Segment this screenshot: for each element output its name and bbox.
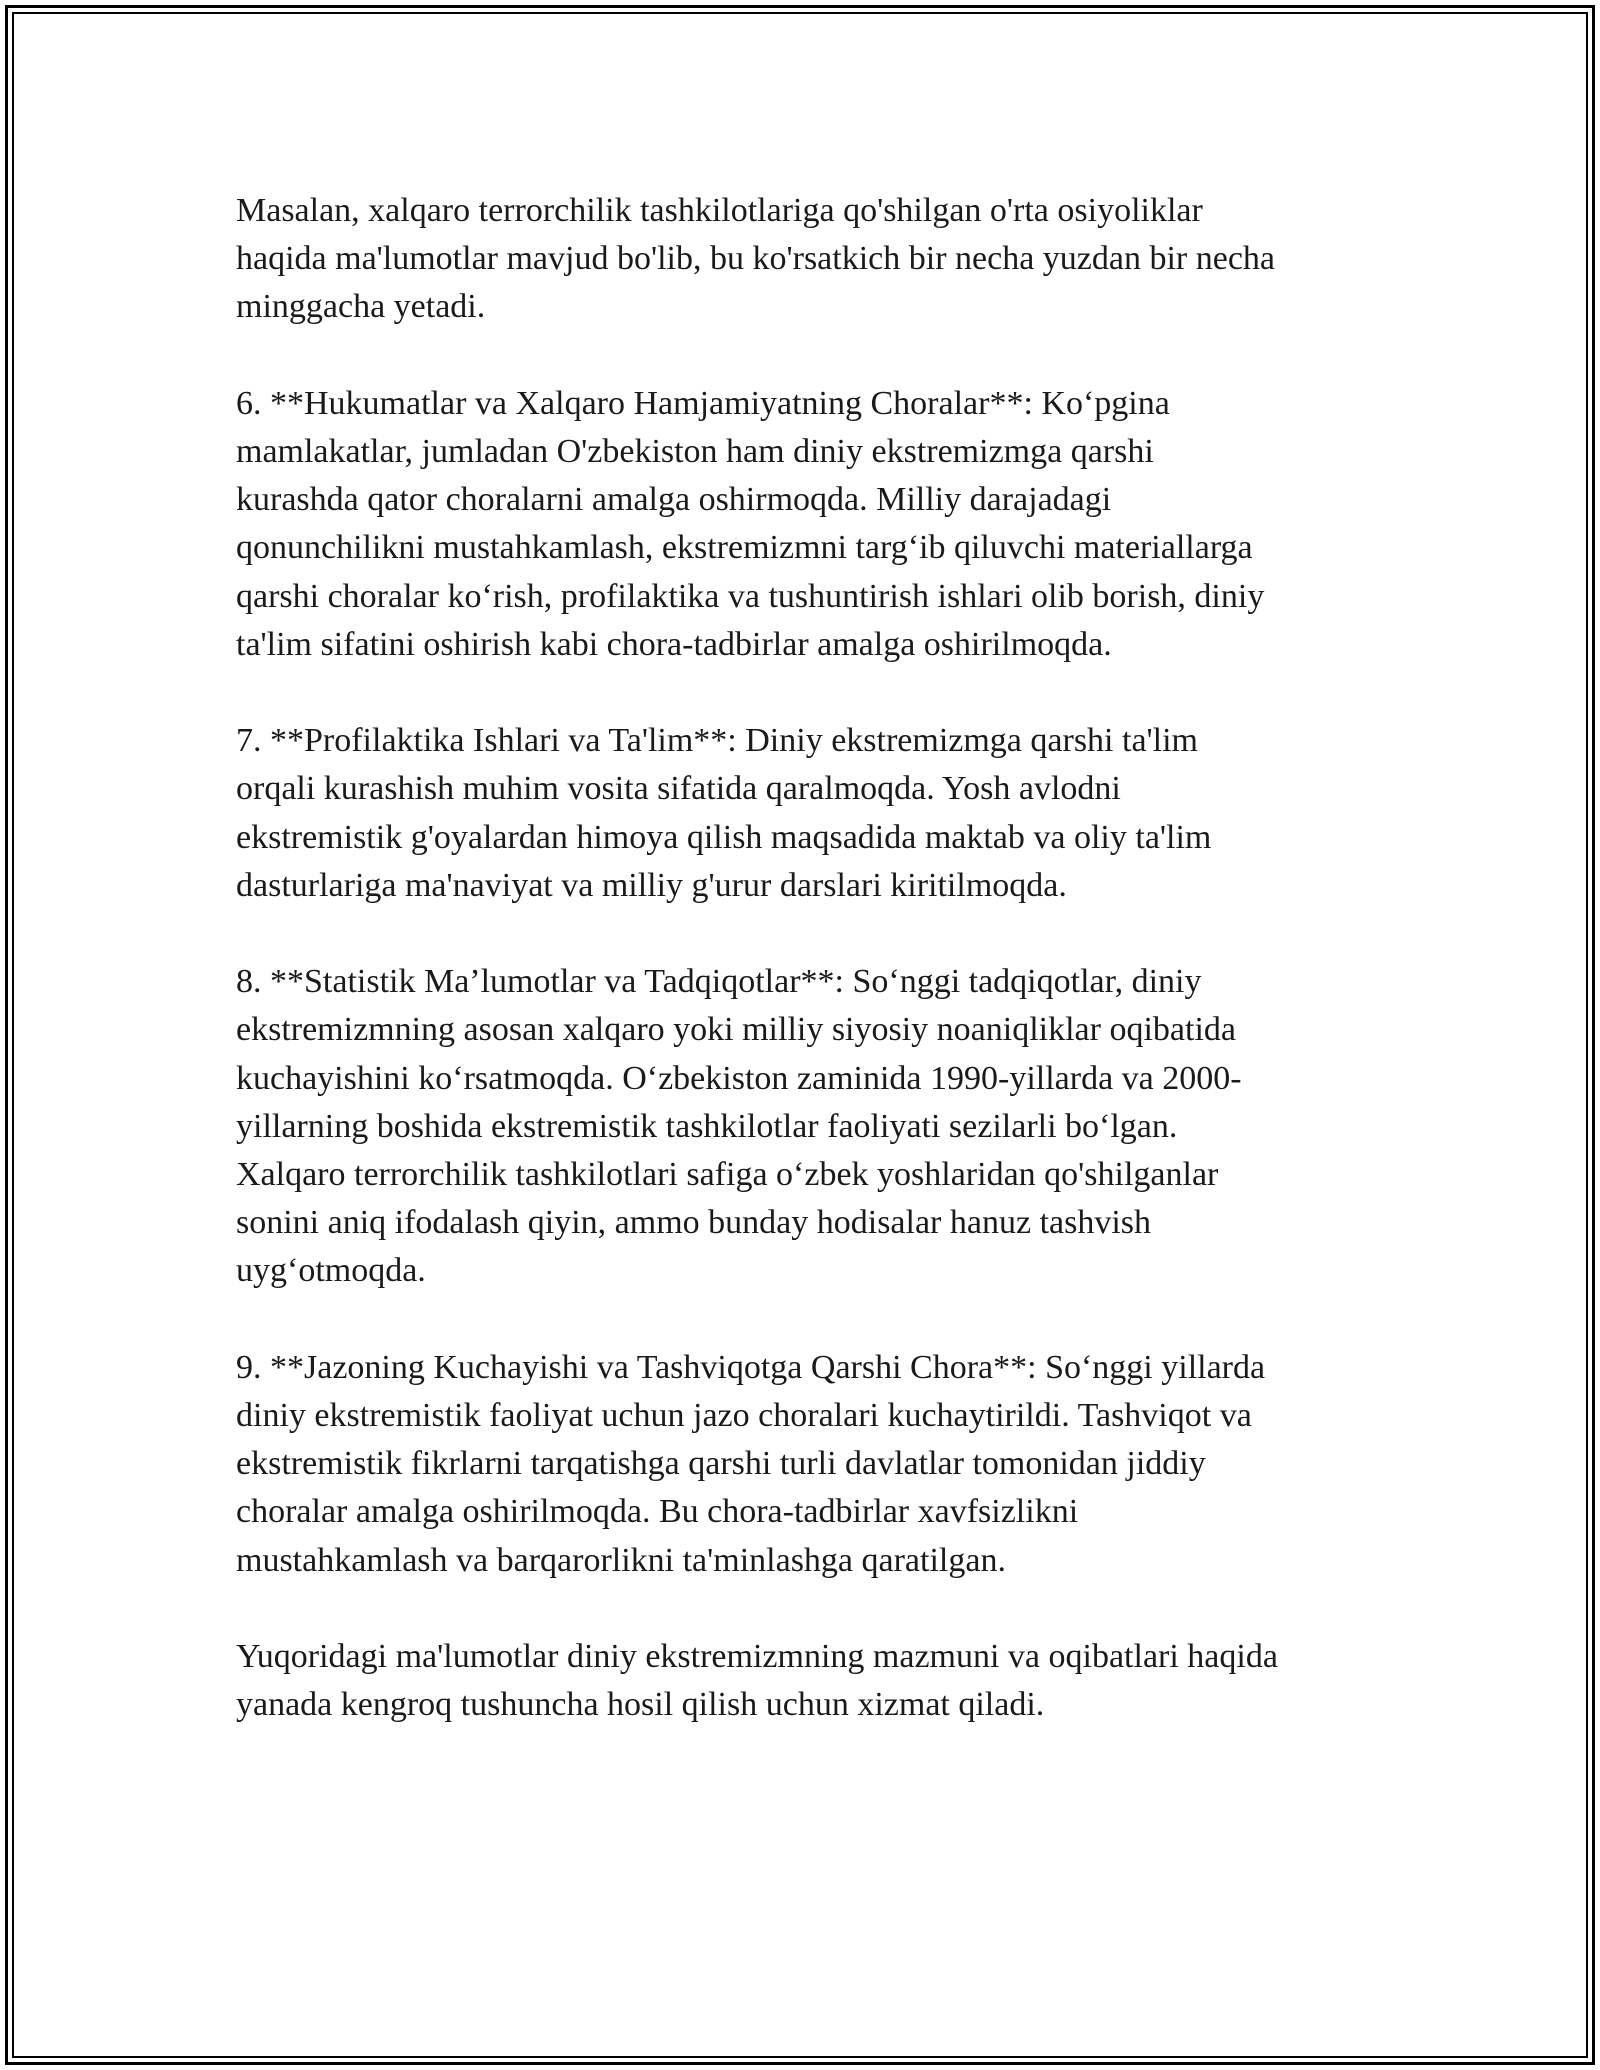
paragraph-item-6: 6. **Hukumatlar va Xalqaro Hamjamiyatning Choralar**: Ko‘pgina mamlakatlar, jumladan O'zbekiston ham diniy ekstremizmga qarshi kurashda qator choralarni amalga oshirmoqda. Milliy darajadagi qonunchilikni mustahkamlash, ekstremizmni targ‘ib qiluvchi materiallarga qarshi choralar ko‘rish, profilaktika va tushuntirish ishlari olib borish, diniy ta'lim sifatini oshirish kabi chora-tadbirlar amalga oshirilmoqda. <box>236 384 1265 663</box>
document-body <box>236 187 1386 1729</box>
paragraph-conclusion: Yuqoridagi ma'lumotlar diniy ekstremizmning mazmuni va oqibatlari haqida yanada kengroq tushuncha hosil qilish uchun xizmat qiladi. <box>236 1638 1278 1724</box>
paragraph-item-8: 8. **Statistik Ma’lumotlar va Tadqiqotlar**: So‘nggi tadqiqotlar, diniy ekstremizmning asosan xalqaro yoki milliy siyosiy noaniqliklar oqibatida kuchayishini ko‘rsatmoqda. O‘zbekiston zaminida 1990-yillarda va 2000- yillarning boshida ekstremistik tashkilotlar faoliyati sezilarli bo‘lgan. Xalqaro terrorchilik tashkilotlari safiga o‘zbek yoshlaridan qo'shilganlar sonini aniq ifodalash qiyin, ammo bunday hodisalar hanuz tashvish uyg‘otmoqda. <box>236 963 1242 1290</box>
paragraph-item-7: 7. **Profilaktika Ishlari va Ta'lim**: Diniy ekstremizmga qarshi ta'lim orqali kurashish muhim vosita sifatida qaralmoqda. Yosh avlodni ekstremistik g'oyalardan himoya qilish maqsadida maktab va oliy ta'lim dasturlariga ma'naviyat va milliy g'urur darslari kiritilmoqda. <box>236 722 1212 904</box>
paragraph-item-9: 9. **Jazoning Kuchayishi va Tashviqotga Qarshi Chora**: So‘nggi yillarda diniy ekstremistik faoliyat uchun jazo choralari kuchaytirildi. Tashviqot va ekstremistik fikrlarni tarqatishga qarshi turli davlatlar tomonidan jiddiy choralar amalga oshirilmoqda. Bu chora-tadbirlar xavfsizlikni mustahkamlash va barqarorlikni ta'minlashga qaratilgan. <box>236 1348 1266 1579</box>
paragraph-intro: Masalan, xalqaro terrorchilik tashkilotlariga qo'shilgan o'rta osiyoliklar haqida ma'lumotlar mavjud bo'lib, bu ko'rsatkich bir necha yuzdan bir necha minggacha yetadi. <box>236 192 1276 326</box>
